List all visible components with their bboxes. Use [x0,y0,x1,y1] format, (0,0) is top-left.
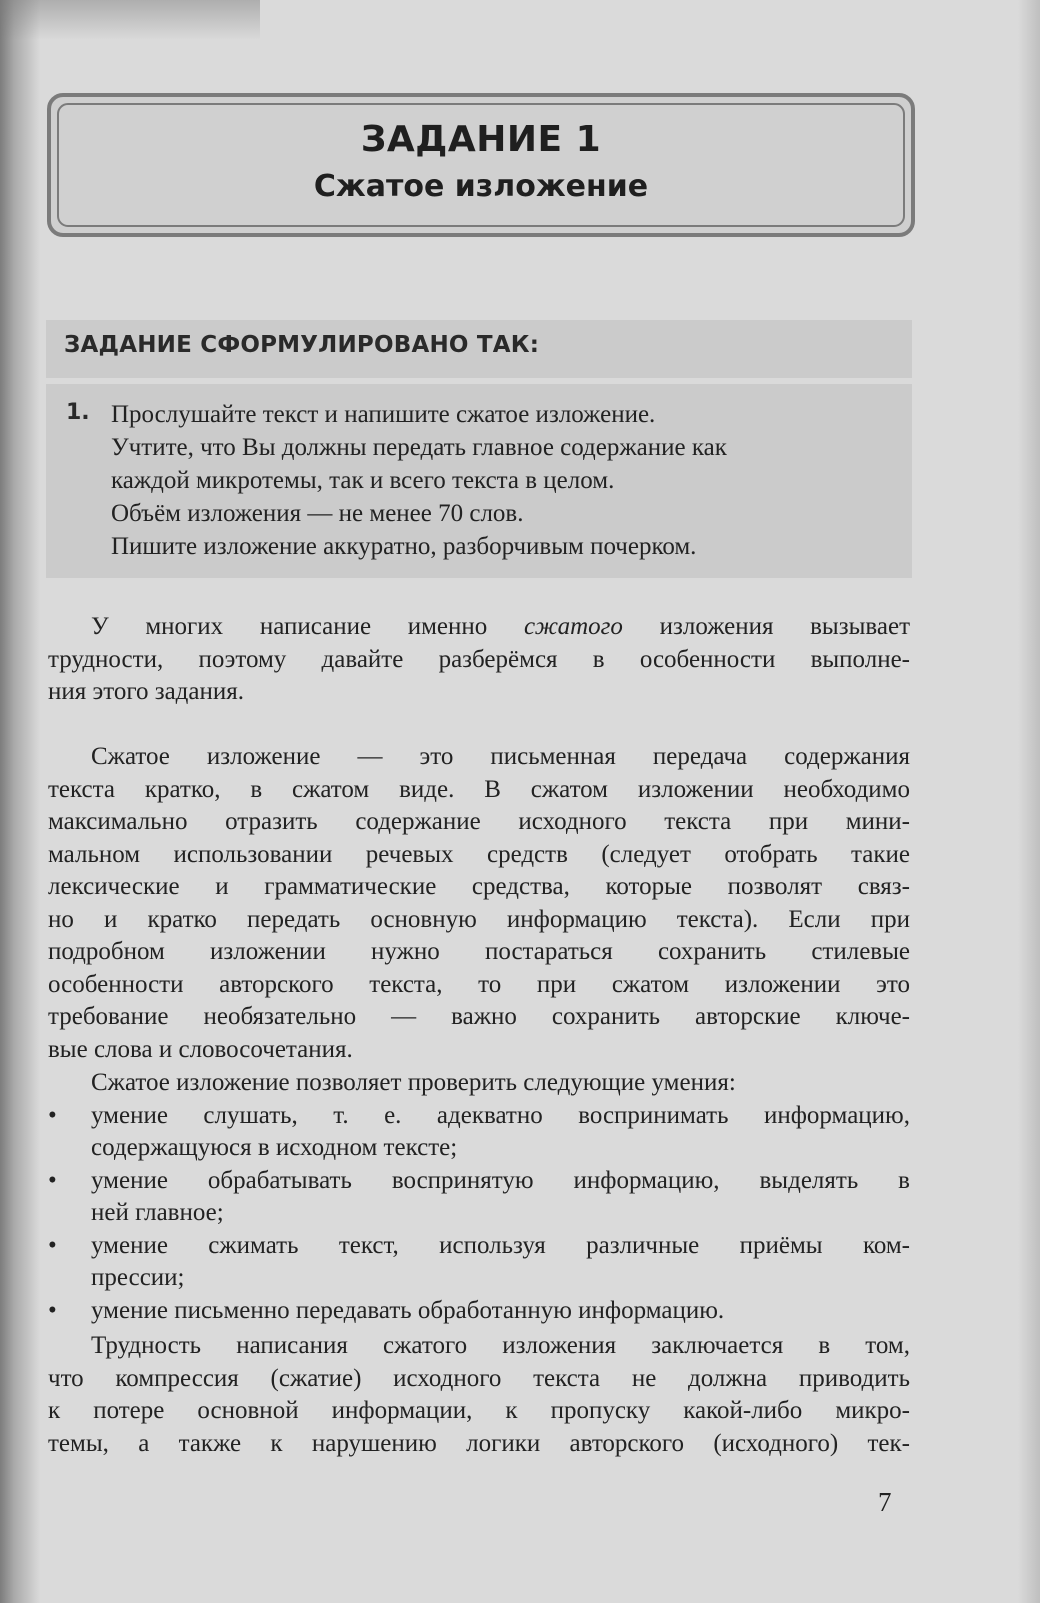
task-line: Прослушайте текст и напишите сжатое изложение. [111,401,656,428]
text-line: умение письменно передавать обработанную информацию. [91,1296,725,1324]
text-line: подробном изложении нужно постараться сохранить стилевые [48,938,910,965]
text-span: изложения вызывает [622,613,910,640]
page-number: 7 [878,1487,892,1517]
text-line: требование необязательно — важно сохранить авторские ключе- [48,1003,910,1030]
difficulty-paragraph [48,1330,910,1460]
text-line: ней главное; [91,1199,224,1226]
assignment-title: ЗАДАНИЕ 1 [360,119,602,160]
skills-intro: Сжатое изложение позволяет проверить следующие умения: [91,1069,736,1096]
text-line: умение слушать, т. е. адекватно воспринимать информацию, [91,1101,910,1129]
text-line: Сжатое изложение — это письменная передача содержания [91,743,910,770]
text-line: особенности авторского текста, то при сжатом изложении это [48,970,910,998]
text-line: но и кратко передать основную информацию текста). Если при [48,905,910,933]
text-line: вые слова и словосочетания. [48,1035,353,1063]
text-line: умение сжимать текст, используя различные приёмы ком- [91,1231,910,1259]
bullet-icon: • [48,1166,57,1194]
task-line: Объём изложения — не менее 70 слов. [111,500,524,527]
emphasis-word: сжатого [523,613,623,640]
text-line: текста кратко, в сжатом виде. В сжатом изложении необходимо [48,775,910,803]
list-item [48,1230,910,1295]
definition-paragraph [48,741,910,1066]
skills-section [48,1067,910,1327]
bullet-icon: • [48,1296,57,1324]
text-line: темы, а также к нарушению логики авторского (исходного) тек- [48,1429,910,1457]
bullet-icon: • [48,1101,57,1129]
task-line: каждой микротемы, так и всего текста в целом. [111,467,615,494]
task-line: Пишите изложение аккуратно, разборчивым почерком. [111,533,697,560]
text-line: лексические и грамматические средства, которые позволят связ- [48,873,910,900]
text-line: содержащуюся в исходном тексте; [91,1134,458,1161]
text-line [48,611,910,644]
text-line: Трудность написания сжатого изложения заключается в том, [91,1332,910,1359]
text-line: что компрессия (сжатие) исходного текста не должна приводить [48,1364,910,1392]
task-number: 1. [66,400,90,425]
list-item [48,1295,910,1328]
text-line: максимально отразить содержание исходного текста при мини- [48,808,910,835]
assignment-subtitle: Сжатое изложение [313,169,649,204]
task-divider [46,378,912,384]
text-line: мальном использовании речевых средств (следует отобрать такие [48,840,910,868]
text-span: У многих написание именно [91,613,524,640]
page-gutter-shadow [0,0,40,1603]
task-instructions [111,398,727,563]
list-item [48,1165,910,1230]
text-line: к потере основной информации, к пропуску какой-либо микро- [48,1397,910,1424]
text-line: трудности, поэтому давайте разберёмся в особенности выполне- [48,645,910,673]
text-line: умение обрабатывать воспринятую информацию, выделять в [91,1166,910,1194]
assignment-header-box [47,93,915,237]
text-line: ния этого задания. [48,678,245,705]
list-item [48,1100,910,1165]
intro-paragraph [48,611,910,709]
bullet-icon: • [48,1231,57,1259]
task-formulation-box [46,320,912,578]
task-heading: ЗАДАНИЕ СФОРМУЛИРОВАНО ТАК: [64,332,540,358]
corner-shadow [0,0,260,40]
text-line: прессии; [91,1264,185,1291]
task-line: Учтите, что Вы должны передать главное содержание как [111,434,727,461]
page-edge [1018,0,1040,1603]
